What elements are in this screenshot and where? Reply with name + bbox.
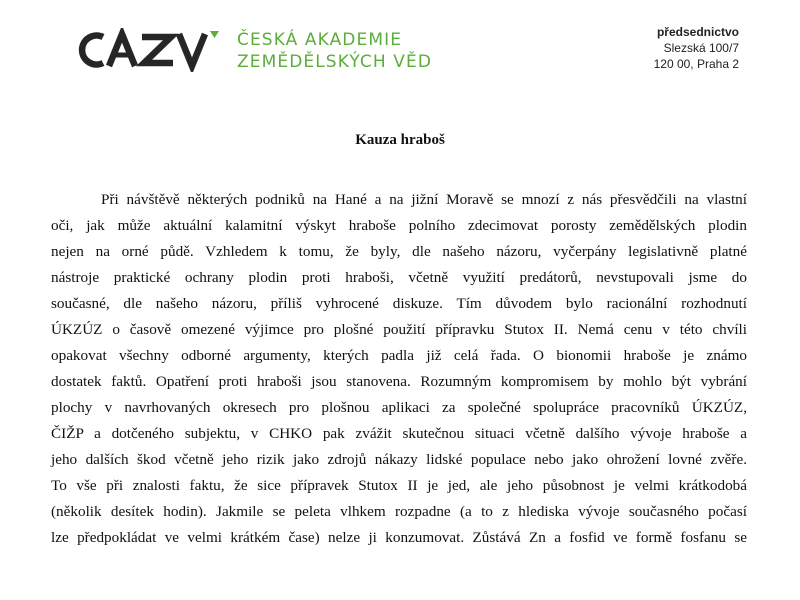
address-block [654,24,739,72]
org-name-line-2: ZEMĚDĚLSKÝCH VĚD [237,52,433,72]
text-line: Při návštěvě některých podniků na Hané a na jižní Moravě se mnozí z nás přesvědčili na vlastní [101,191,747,208]
text-line: To vše při znalosti faktu, že sice přípravek Stutox II je jed, ale jeho působnost je velmi krátkodobá [51,477,747,494]
document-title: Kauza hraboš [355,132,445,148]
cazv-logo [67,28,227,72]
text-line: dostatek faktů. Opatření proti hraboši jsou stanovena. Rozumným kompromisem by mohlo být vybrání [51,373,747,390]
letterhead [0,0,800,100]
text-line: současné, dle našeho názoru, příliš vyhrocené diskuze. Tím důvodem bylo racionální rozhodnutí [51,295,747,312]
text-line: oči, jak může aktuální kalamitní výskyt hraboše polního zdecimovat porosty zemědělských plodin [51,217,747,234]
org-name [237,29,432,73]
address-role: předsednictvo [656,25,739,39]
text-line: ÚKZÚZ o časově omezené výjimce pro plošné použití přípravku Stutox II. Nemá cenu v této chvíli [51,321,747,338]
address-city: 120 00, Praha 2 [653,57,739,71]
text-line: lze předpokládat ve velmi krátkém čase) nelze ji konzumovat. Zůstává Zn a fosfid ve formě fosfanu se [51,529,747,546]
body-paragraph [51,187,747,551]
text-line: nejen na orné půdě. Vzhledem k tomu, že byly, dle našeho názoru, vyčerpány legislativně platné [51,243,747,260]
text-line: (několik desítek hodin). Jakmile se peleta vlhkem rozpadne (a to z hlediska vývoje současného počasí [51,503,747,520]
org-name-line-1: ČESKÁ AKADEMIE [237,30,403,50]
text-line: nástroje praktické ochrany plodin proti hraboši, včetně využití predátorů, nevstupovali jsme do [51,269,747,286]
address-street: Slezská 100/7 [663,41,739,55]
text-line: ČIŽP a dotčeného subjektu, v CHKO pak zvážit skutečnou situaci včetně dalšího vývoje hraboše a [51,425,747,442]
text-line: jeho dalších škod včetně jeho rizik jako zdrojů nákazy lidské populace nebo jako ohrožení lovné zvěře. [51,451,747,468]
text-line: opakovat všechny odborné argumenty, kterých padla již celá řada. O bionomii hraboše je známo [51,347,747,364]
text-line: plochy v navrhovaných okresech pro plošnou aplikaci za společné spolupráce pracovníků ÚKZÚZ, [51,399,747,416]
